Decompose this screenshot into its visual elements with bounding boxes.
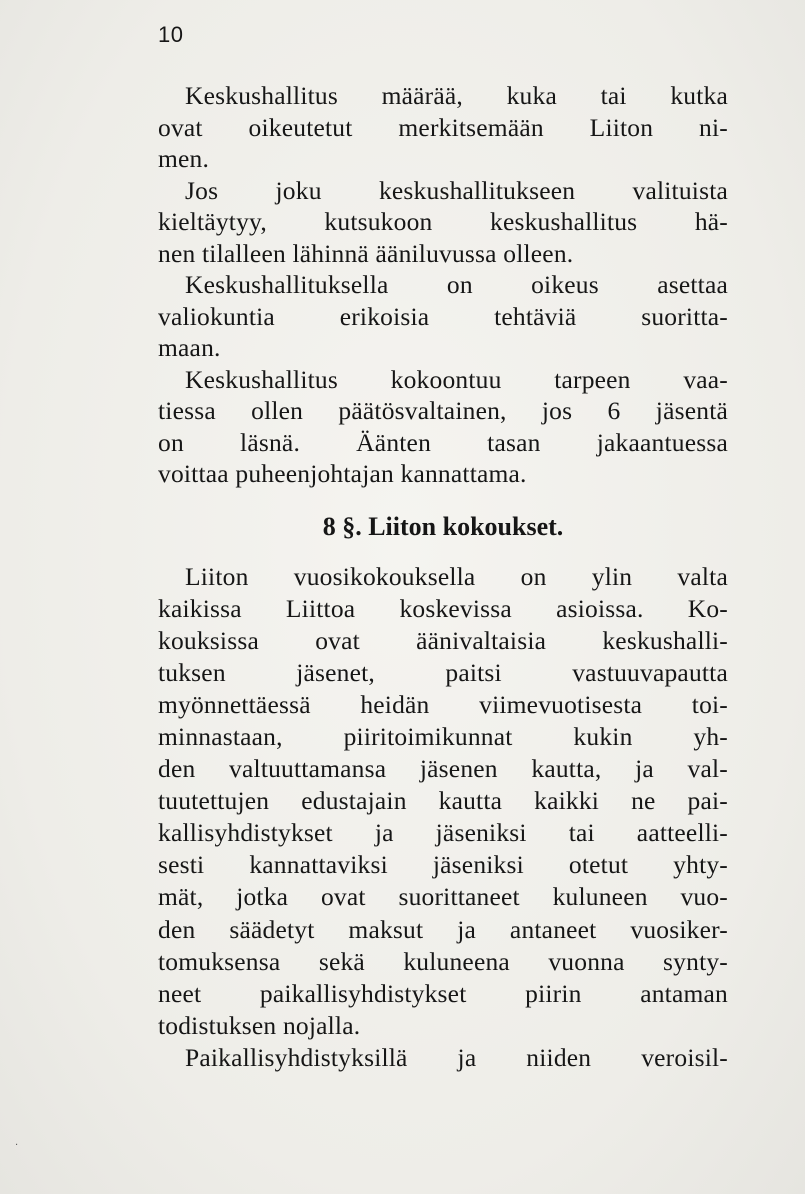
text-line: minnastaan, piiritoimikunnat kukin yh- — [158, 722, 728, 752]
text-line: mät, jotka ovat suorittaneet kuluneen vuo- — [158, 882, 728, 912]
text-line: ovat oikeutetut merkitsemään Liiton ni- — [158, 112, 728, 142]
text-line: Liiton vuosikokouksella on ylin valta — [185, 562, 728, 591]
text-line: Keskushallituksella on oikeus asettaa — [185, 270, 728, 299]
text-line: neet paikallisyhdistykset piirin antaman — [158, 978, 728, 1008]
text-line: kallisyhdistykset ja jäseniksi tai aatteelli- — [158, 818, 728, 848]
text-line: on läsnä. Äänten tasan jakaantuessa — [158, 427, 728, 457]
text-line: maan. — [158, 333, 221, 362]
text-line: den säädetyt maksut ja antaneet vuosiker- — [158, 914, 728, 944]
text-line: tuutettujen edustajain kautta kaikki ne pai- — [158, 786, 728, 816]
text-line: den valtuuttamansa jäsenen kautta, ja val- — [158, 754, 728, 784]
text-line: Paikallisyhdistyksillä ja niiden veroisil- — [185, 1042, 728, 1072]
print-speck: · — [15, 1140, 19, 1151]
text-block-bottom — [158, 561, 728, 1074]
text-line: myönnettäessä heidän viimevuotisesta toi- — [158, 690, 728, 720]
text-line: Jos joku keskushallitukseen valituista — [185, 175, 728, 205]
page-number: 10 — [158, 22, 184, 47]
text-line: todistuksen nojalla. — [158, 1010, 361, 1040]
text-line: sesti kannattaviksi jäseniksi otetut yhty- — [158, 850, 728, 880]
text-line: Keskushallitus määrää, kuka tai kutka — [185, 81, 728, 110]
text-line: kieltäytyy, kutsukoon keskushallitus hä- — [158, 207, 728, 236]
text-line: nen tilalleen lähinnä ääniluvussa olleen. — [158, 238, 574, 268]
text-line: men. — [158, 144, 210, 173]
text-block-top — [158, 80, 728, 490]
text-line: Keskushallitus kokoontuu tarpeen vaa- — [185, 364, 728, 394]
text-line: valiokuntia erikoisia tehtäviä suoritta- — [158, 301, 728, 331]
text-line: kaikissa Liittoa koskevissa asioissa. Ko- — [158, 594, 728, 624]
section-heading: 8 §. Liiton kokoukset. — [322, 512, 564, 541]
text-line: tomuksensa sekä kuluneena vuonna synty- — [158, 946, 728, 976]
text-line: kouksissa ovat äänivaltaisia keskushalli- — [158, 626, 728, 656]
text-line: tuksen jäsenet, paitsi vastuuvapautta — [158, 658, 728, 688]
text-line: voittaa puheenjohtajan kannattama. — [158, 459, 527, 488]
text-line: tiessa ollen päätösvaltainen, jos 6 jäsentä — [158, 396, 728, 425]
